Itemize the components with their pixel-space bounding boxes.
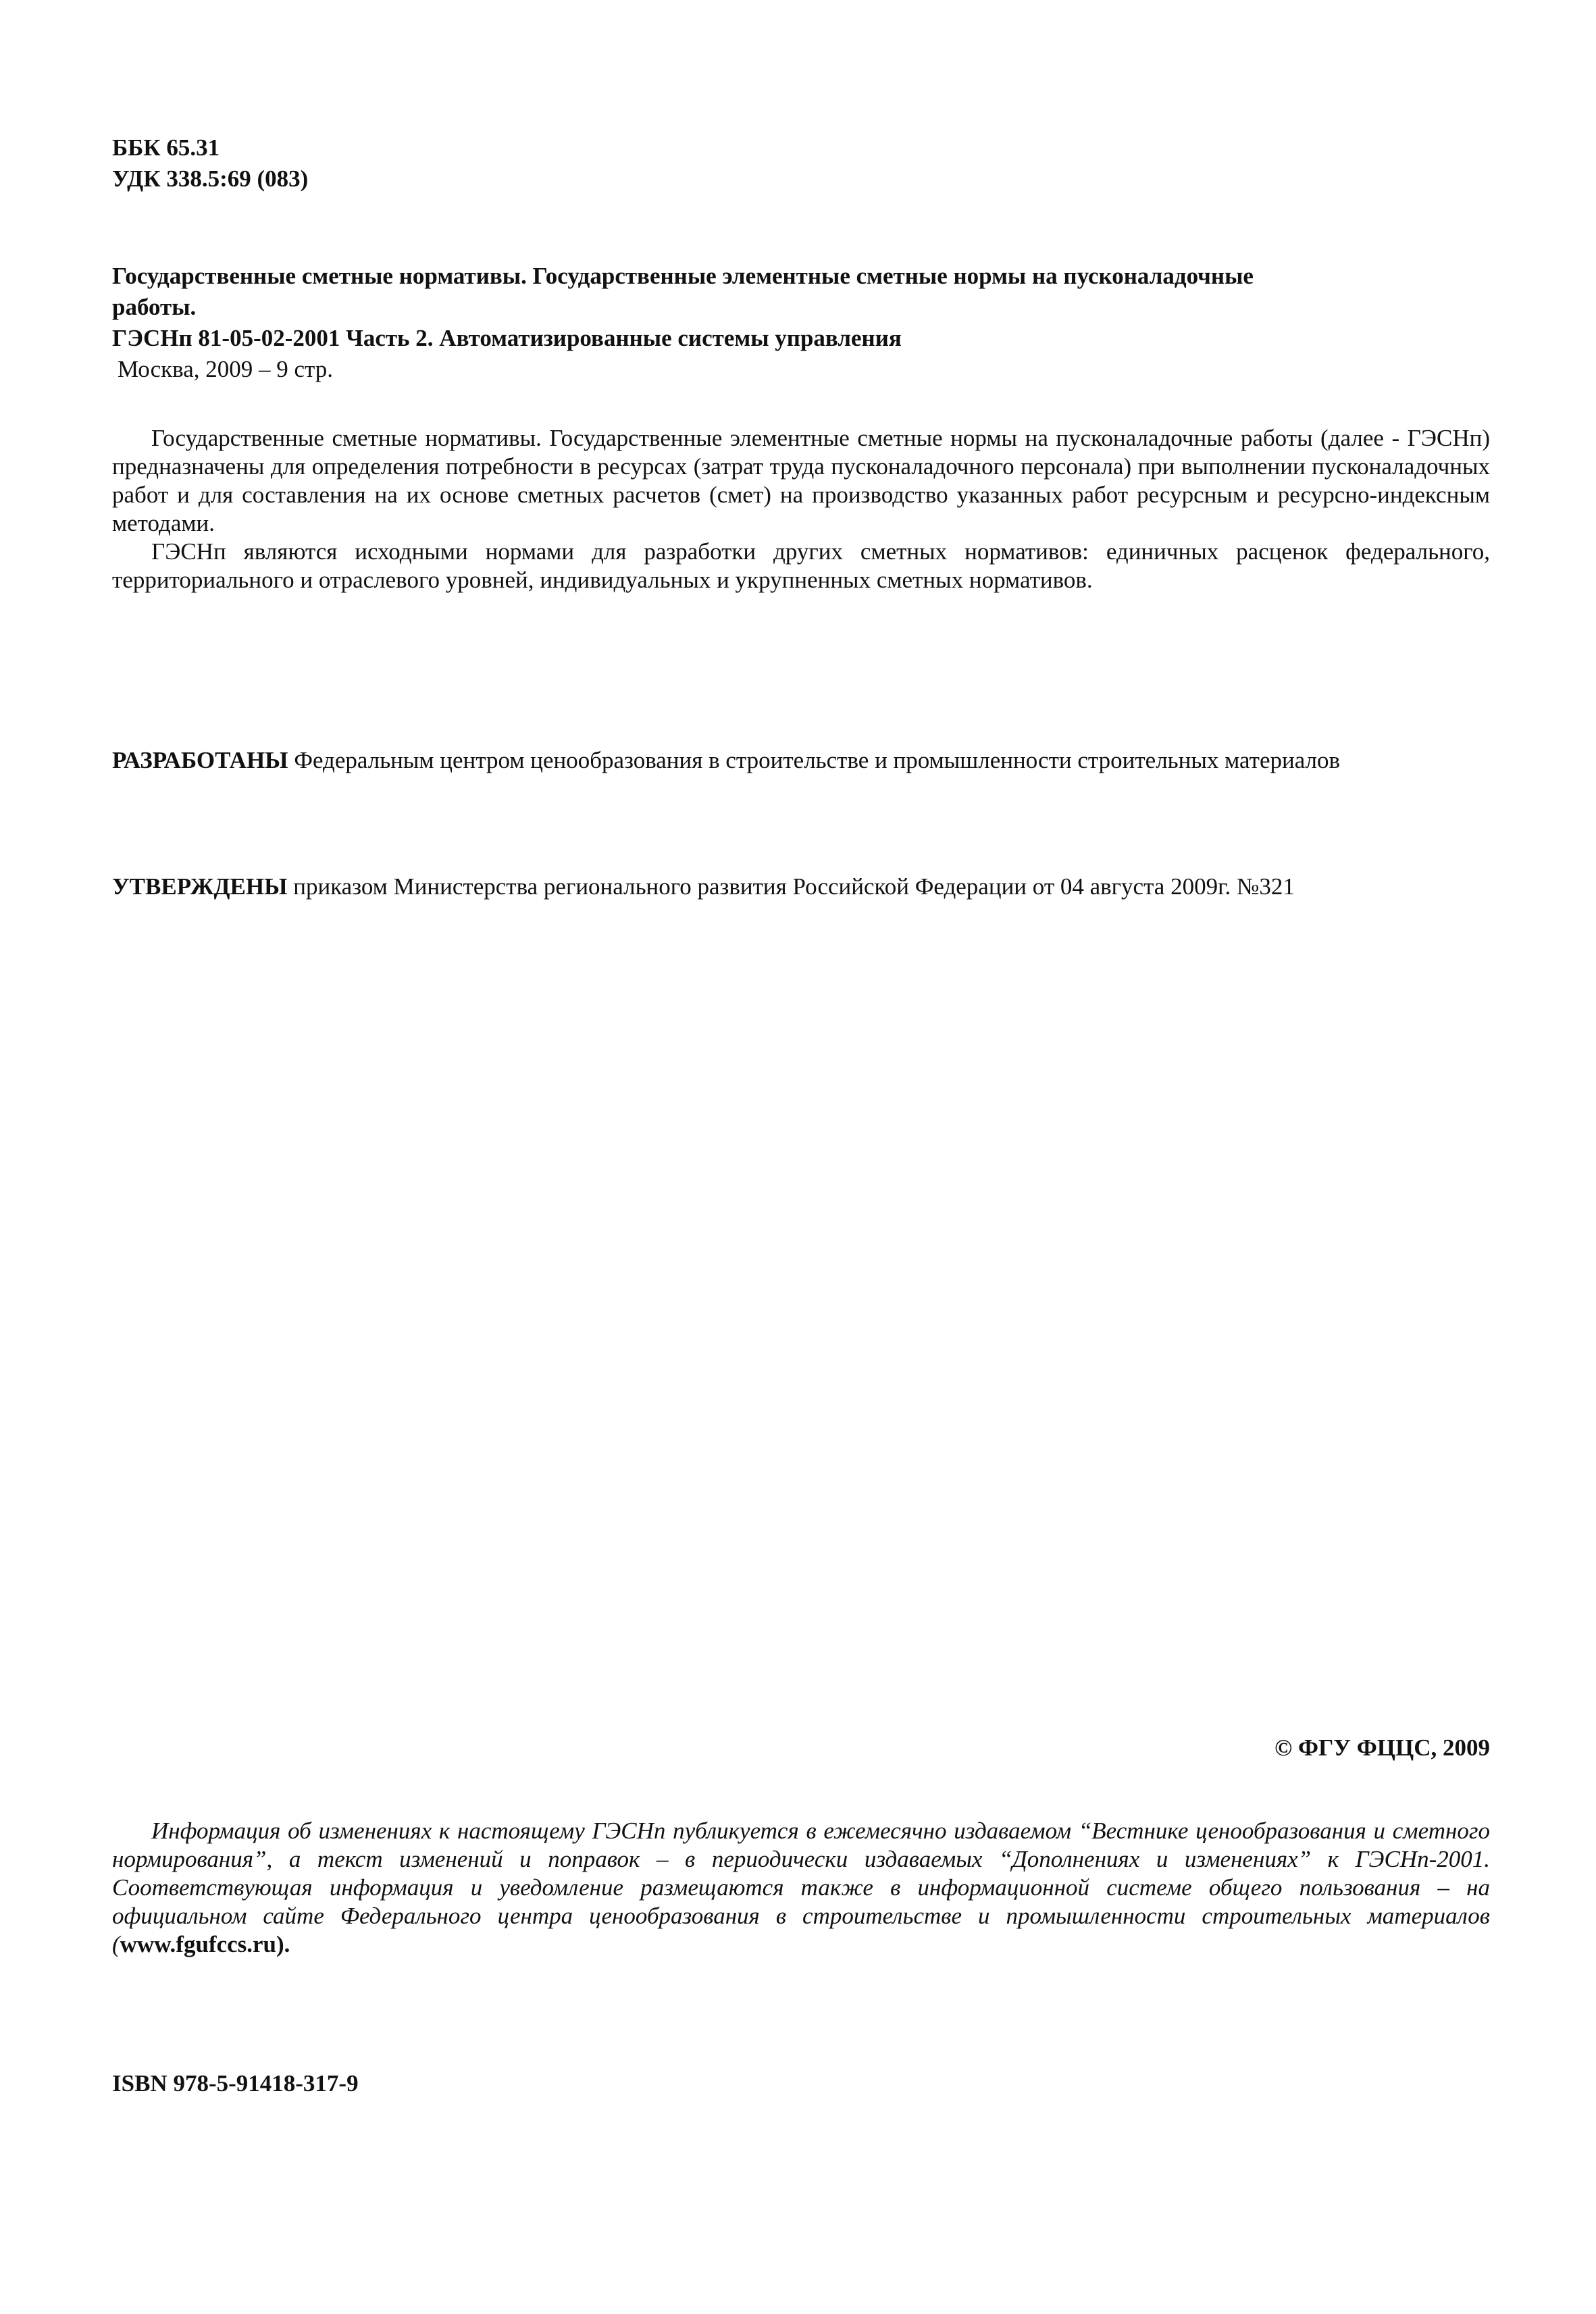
bbk-code: ББК 65.31 bbox=[112, 134, 220, 161]
approved-block bbox=[112, 871, 1490, 902]
developed-paragraph bbox=[112, 746, 1490, 775]
imprint-line: Москва, 2009 – 9 стр. bbox=[118, 356, 334, 382]
code-line: ГЭСНп 81-05-02-2001 Часть 2. Автоматизированные системы управления bbox=[112, 325, 902, 351]
notice-paragraph bbox=[112, 1817, 1490, 1959]
copyright-notice: © ФГУ ФЦЦС, 2009 bbox=[1275, 1734, 1490, 1761]
copyright-block bbox=[112, 1732, 1490, 1764]
website-link[interactable]: www.fgufccs.ru bbox=[120, 1931, 277, 1957]
abstract-paragraph-2: ГЭСНп являются исходными нормами для разработки других сметных нормативов: единичных расценок федерального, территориального и отраслевого уровней, индивидуальных и укрупненных сметных нормативов. bbox=[112, 538, 1490, 593]
developed-block bbox=[112, 746, 1490, 775]
isbn: ISBN 978-5-91418-317-9 bbox=[112, 2070, 359, 2097]
udk-code: УДК 338.5:69 (083) bbox=[112, 165, 309, 192]
notice-tail: ). bbox=[276, 1931, 290, 1957]
title-line-2: работы. bbox=[112, 294, 197, 320]
title-line-1: Государственные сметные нормативы. Государственные элементные сметные нормы на пусконаладочные bbox=[112, 263, 1254, 289]
approved-paragraph bbox=[112, 871, 1490, 902]
isbn-block bbox=[112, 2068, 1490, 2099]
developed-label: РАЗРАБОТАНЫ bbox=[112, 747, 288, 773]
abstract-paragraph-1: Государственные сметные нормативы. Государственные элементные сметные нормы на пусконаладочные работы (далее - ГЭСНп) предназначены для определения потребности в ресурсах (затрат труда пусконаладочного персонала) при выполнении пусконаладочных работ и для составления на их основе сметных расчетов (смет) на производство указанных работ ресурсным и ресурсно-индексным методами. bbox=[112, 425, 1490, 536]
approved-text: приказом Министерства регионального развития Российской Федерации от 04 августа 2009г. №321 bbox=[293, 873, 1295, 900]
bibliographic-block bbox=[112, 261, 1490, 385]
classification-block bbox=[112, 132, 1490, 195]
abstract-block bbox=[112, 424, 1490, 594]
notice-text: Информация об изменениях к настоящему ГЭСНп публикуется в ежемесячно издаваемом “Вестнике ценообразования и сметного нормирования”, а текст изменений и поправок – в периодически издаваемых “Дополнениях и изменениях” к ГЭСНп-2001. Соответствующая информация и уведомление размещаются также в информационной системе общего пользования – на официальном сайте Федерального центра ценообразования в строительстве и промышленности строительных материалов ( bbox=[112, 1818, 1490, 1957]
approved-label: УТВЕРЖДЕНЫ bbox=[112, 873, 288, 900]
notice-block bbox=[112, 1817, 1490, 1959]
developed-text: Федеральным центром ценообразования в строительстве и промышленности строительных материалов bbox=[294, 747, 1341, 773]
